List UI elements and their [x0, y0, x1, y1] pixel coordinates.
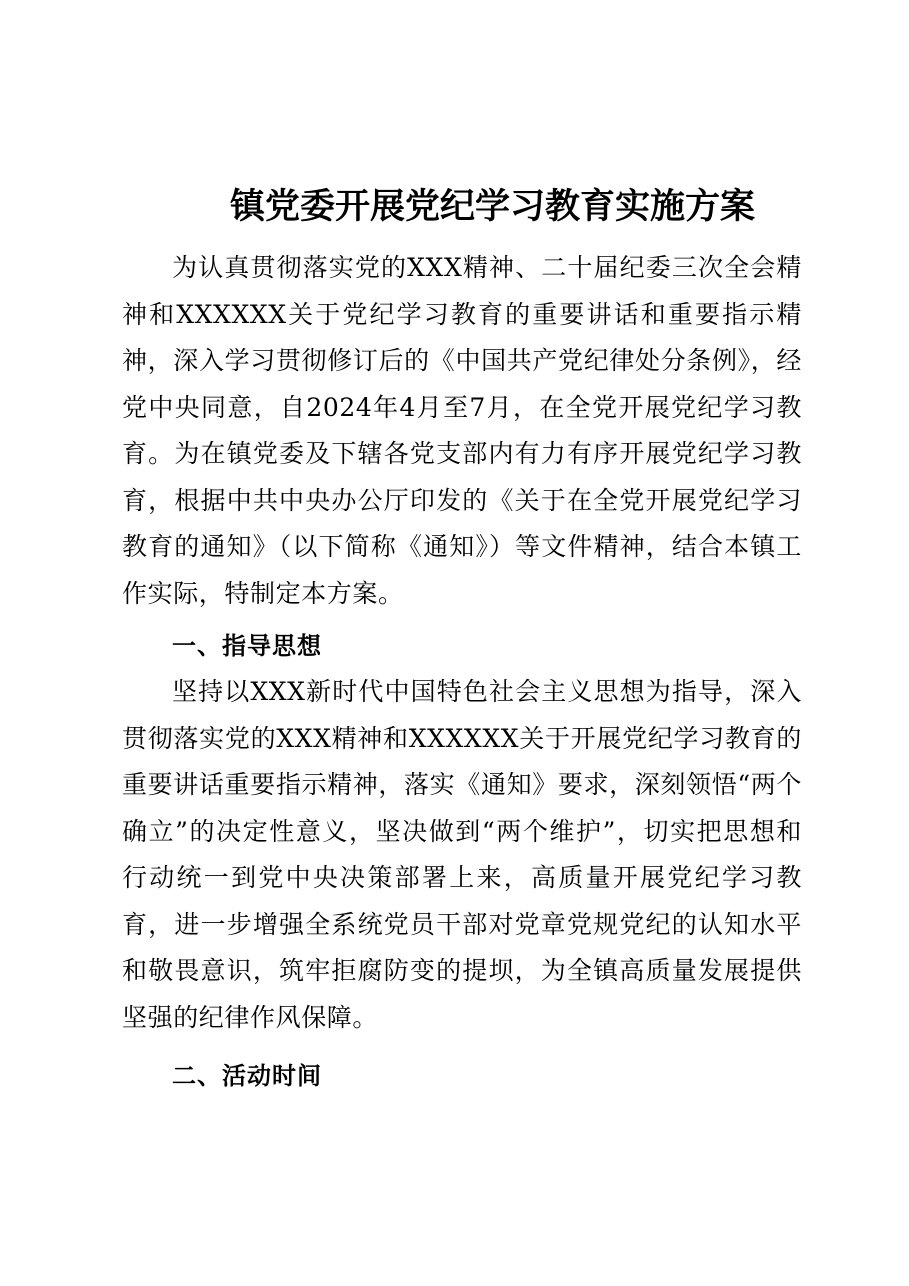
section-heading-activity-time: 二、活动时间	[172, 1062, 322, 1090]
document-title: 镇党委开展党纪学习教育实施方案	[229, 187, 755, 228]
section-heading-guiding-ideology: 一、指导思想	[172, 632, 322, 660]
intro-paragraph: 为认真贯彻落实党的XXX精神、二十届纪委三次全会精神和XXXXXX关于党纪学习教育的重要讲话和重要指示精神，深入学习贯彻修订后的《中国共产党纪律处分条例》，经党中央同意，自2024年4月至7月，在全党开展党纪学习教育。为在镇党委及下辖各党支部内有力有序开展党纪学习教育，根据中共中央办公厅印发的《关于在全党开展党纪学习教育的通知》（以下简称《通知》）等文件精神，结合本镇工作实际，特制定本方案。	[122, 253, 802, 608]
guiding-ideology-paragraph: 坚持以XXX新时代中国特色社会主义思想为指导，深入贯彻落实党的XXX精神和XXXXXX关于开展党纪学习教育的重要讲话重要指示精神，落实《通知》要求，深刻领悟“两个确立”的决定性意义，坚决做到“两个维护”，切实把思想和行动统一到党中央决策部署上来，高质量开展党纪学习教育，进一步增强全系统党员干部对党章党规党纪的认知水平和敬畏意识，筑牢拒腐防变的提坝，为全镇高质量发展提供坚强的纪律作风保障。	[122, 677, 802, 1032]
